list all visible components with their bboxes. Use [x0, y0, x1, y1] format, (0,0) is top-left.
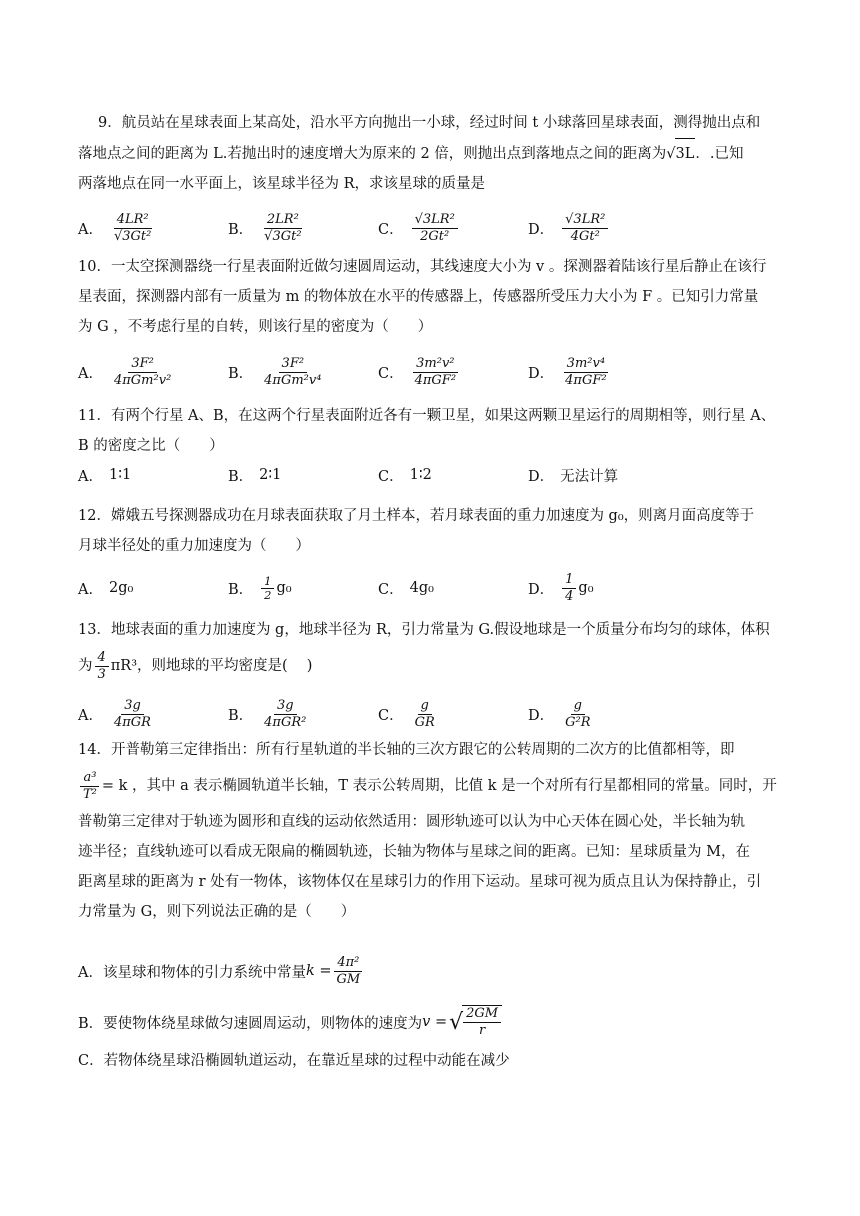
q9-sqrt-value: 3L [675, 138, 696, 169]
q12-option-d[interactable]: D． $\frac{1}{4}$ g₀ [528, 571, 594, 604]
q14-line4: 迹半径；直线轨迹可以看成无限扁的椭圆轨迹，长轴为物体与星球之间的距离。已知：星球质量为 M，在 [78, 844, 750, 860]
q14-line3: 普勒第三定律对于轨迹为圆形和直线的运动依然适用：圆形轨迹可以认为中心天体在圆心处，半长轴为轨 [78, 814, 745, 830]
q14-line1: 14．开普勒第三定律指出：所有行星轨道的半长轴的三次方跟它的公转周期的二次方的比值都相等，即 [78, 742, 735, 758]
q14-line5: 距离星球的距离为 r 处有一物体，该物体仅在星球引力的作用下运动。星球可视为质点且认为保持静止，引 [78, 874, 762, 890]
q11-line1: 11．有两个行星 A、B，在这两个行星表面附近各有一颗卫星，如果这两颗卫星运行的周期相等，则行星 A、 [78, 408, 776, 424]
q14-option-b[interactable]: B．要使物体绕星球做匀速圆周运动，则物体的速度为 v = √ $\frac{2GM}{r}$ [78, 1000, 783, 1044]
q11-option-d[interactable]: D． 无法计算 [528, 468, 619, 485]
q12-line2: 月球半径处的重力加速度为（ ） [78, 538, 310, 554]
q11-options [78, 458, 783, 492]
q10-line2: 星表面，探测器内部有一质量为 m 的物体放在水平的传感器上，传感器所受压力大小为 F 。已知引力常量 [78, 289, 759, 305]
question-10 [78, 252, 783, 342]
q10-line3: 为 G ，不考虑行星的自转，则该行星的密度为（ ） [78, 319, 433, 335]
q9-option-b[interactable]: B． $\frac{\text{2LR²}}{\text{√3Gt²}}$ [228, 211, 302, 244]
question-9 [78, 108, 783, 199]
q11-line2: B 的密度之比（ ） [78, 438, 224, 454]
q12-option-b[interactable]: B． $\frac{1}{2}$ g₀ [228, 573, 292, 602]
question-11 [78, 401, 783, 461]
question-12 [78, 501, 783, 561]
q12-options [78, 568, 783, 608]
q13-line1: 13．地球表面的重力加速度为 g，地球半径为 R，引力常量为 G.假设地球是一个质量分布均匀的球体，体积 [78, 622, 770, 638]
q14-option-c[interactable]: C．若物体绕星球沿椭圆轨道运动，在靠近星球的过程中动能在减少 [78, 1052, 510, 1069]
q12-line1: 12．嫦娥五号探测器成功在月球表面获取了月土样本，若月球表面的重力加速度为 g₀，则离月面高度等于 [78, 508, 755, 524]
q13-option-c[interactable]: C． $\frac{g}{GR}$ [378, 697, 435, 730]
q13-line2: 为 $\frac{4}{3}$ πR³，则地球的平均密度是( ) [78, 649, 313, 682]
q10-option-c[interactable]: C． $\frac{\text{3m²v²}}{\text{4πGF²}}$ [378, 355, 457, 388]
q12-option-a[interactable]: A． 2g₀ [78, 580, 134, 598]
q11-option-b[interactable]: B． 2∶1 [228, 467, 282, 485]
q9-options [78, 208, 783, 248]
q10-line1: 10．一太空探测器绕一行星表面附近做匀速圆周运动，其线速度大小为 v 。探测器着陆该行星后静止在该行 [78, 259, 767, 275]
q13-options [78, 694, 783, 734]
q11-option-a[interactable]: A． 1∶1 [78, 467, 132, 485]
q10-option-a[interactable]: A． $\frac{\text{3F²}}{\text{4πGm²v²}}$ [78, 355, 172, 388]
q10-option-d[interactable]: D． $\frac{\text{3m²v⁴}}{\text{4πGF²}}$ [528, 355, 607, 388]
q9-line2: 落地点之间的距离为 L.若抛出时的速度增大为原来的 2 倍，则抛出点到落地点之间的距离为√3L．.已知 [78, 138, 783, 169]
q14-line2: $\frac{\text{a³}}{\text{T²}}$ = k ，其中 a 表示椭圆轨道半长轴，T 表示公转周期，比值 k 是一个对所有行星都相同的常量。同时，开 [78, 765, 783, 807]
q14-line6: 力常量为 G，则下列说法正确的是（ ） [78, 904, 356, 920]
q9-option-c[interactable]: C． $\frac{\text{√3LR²}}{\text{2Gt²}}$ [378, 208, 460, 248]
q13-option-d[interactable]: D． $\frac{g}{\text{G²R}}$ [528, 697, 591, 730]
q12-option-c[interactable]: C． 4g₀ [378, 580, 434, 598]
q9-line1: 9．航员站在星球表面上某高处，沿水平方向抛出一小球，经过时间 t 小球落回星球表面，测得抛出点和 [98, 115, 761, 131]
q10-options [78, 352, 783, 392]
question-13 [78, 615, 783, 687]
q9-option-a[interactable]: A． $\frac{\text{4LR²}}{\text{√3Gt²}}$ [78, 211, 152, 244]
q11-option-c[interactable]: C． 1∶2 [378, 467, 432, 485]
q10-option-b[interactable]: B． $\frac{\text{3F²}}{\text{4πGm²v⁴}}$ [228, 355, 322, 388]
q13-option-a[interactable]: A． $\frac{3g}{\text{4πGR}}$ [78, 697, 151, 730]
question-14 [78, 735, 783, 927]
q9-option-d[interactable]: D． $\frac{\text{√3LR²}}{\text{4Gt²}}$ [528, 208, 610, 248]
q14-option-a[interactable]: A．该星球和物体的引力系统中常量 k = $\frac{\text{4π²}}{GM}$ [78, 951, 783, 991]
q9-line3: 两落地点在同一水平面上，该星球半径为 R，求该星球的质量是 [78, 176, 486, 192]
q13-option-b[interactable]: B． $\frac{3g}{\text{4πGR²}}$ [228, 697, 307, 730]
